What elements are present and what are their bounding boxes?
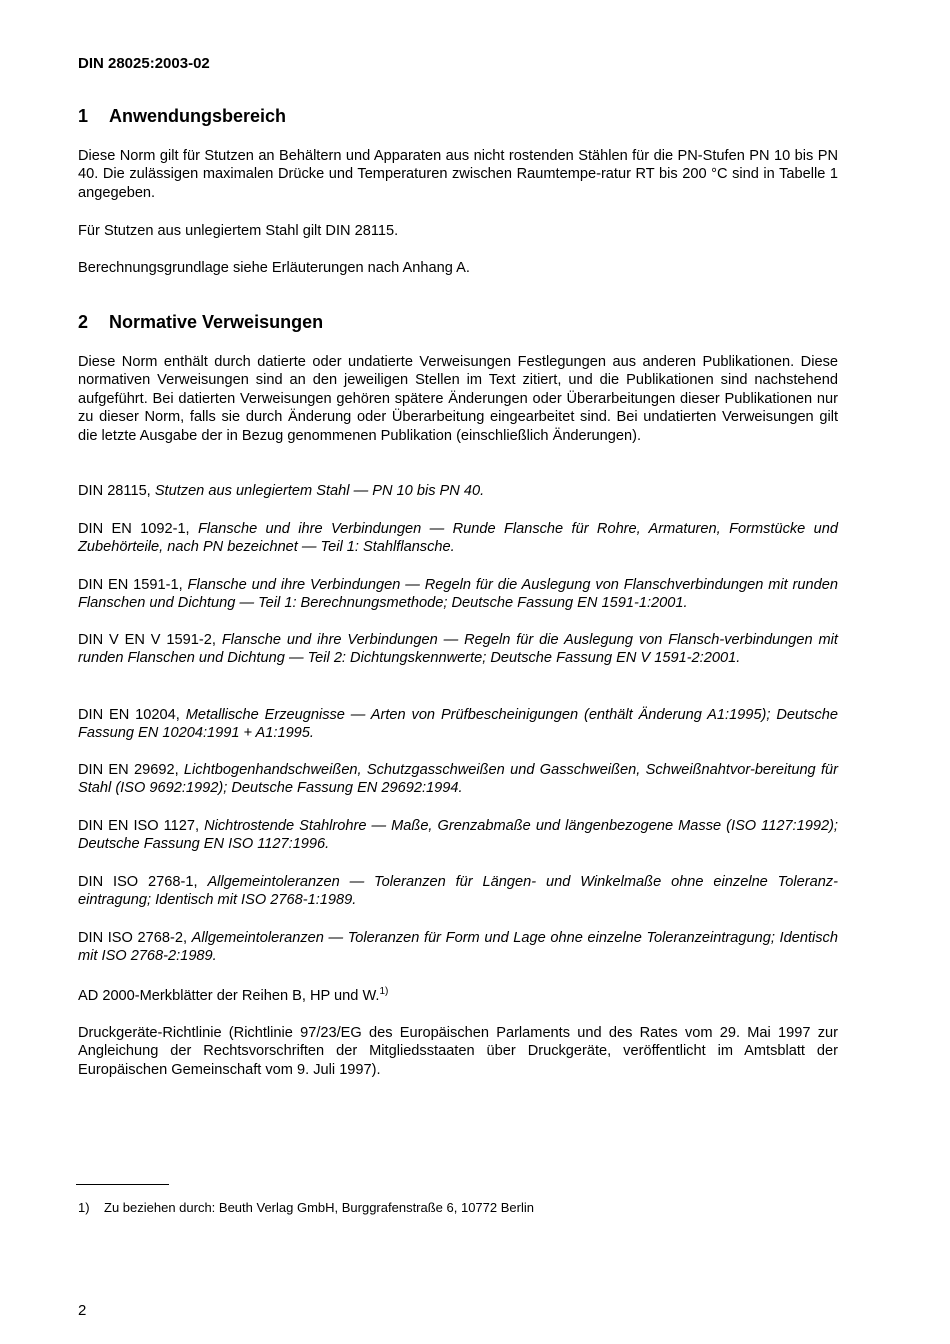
scope-paragraph: Diese Norm gilt für Stutzen an Behältern und Apparaten aus nicht rostenden Stählen für die PN-Stufen PN 10 bis PN 40. Die zulässigen maximalen Drücke und Temperaturen zwischen Raumtempe-ratur RT bis 200 °C sind in Tabelle 1 angegeben. [78,148,838,201]
reference-entry [78,761,838,798]
reference-title: Allgemeintoleranzen — Toleranzen für Form und Lage ohne einzelne Toleranzeintragung; Identisch mit ISO 2768-2:1989. [78,930,838,965]
section-2-number: 2 [78,312,89,332]
section-1-heading [78,106,286,127]
reference-title: Stutzen aus unlegiertem Stahl — PN 10 bis PN 40. [154,483,485,499]
section-2-heading [78,312,323,333]
reference-entry [78,706,838,743]
section-2-title: Normative Verweisungen [109,312,324,332]
reference-entry [78,576,838,613]
reference-entry [78,631,838,668]
section-1-number: 1 [78,106,89,126]
reference-entry [78,929,838,966]
reference-title: Flansche und ihre Verbindungen — Regeln für die Auslegung von Flansch-verbindungen mit runden Flanschen und Dichtung — Teil 2: Dichtungskennwerte; Deutsche Fassung EN V 1591-2:2001. [78,632,838,667]
reference-code: DIN ISO 2768-1, [78,874,198,890]
reference-code: DIN 28115, [78,483,151,499]
reference-code: DIN ISO 2768-2, [78,930,188,946]
reference-title: Nichtrostende Stahlrohre — Maße, Grenzabmaße und längenbezogene Masse (ISO 1127:1992); Deutsche Fassung EN ISO 1127:1996. [78,818,838,853]
reference-entry [78,520,838,557]
reference-code: DIN EN ISO 1127, [78,818,200,834]
document-id: DIN 28025:2003-02 [78,55,210,72]
reference-entry [78,873,838,910]
reference-title: Lichtbogenhandschweißen, Schutzgasschweißen und Gasschweißen, Schweißnahtvor-bereitung für Stahl (ISO 9692:1992); Deutsche Fassung EN 29692:1994. [78,762,838,797]
ad2000-text: AD 2000-Merkblätter der Reihen B, HP und W. [78,988,380,1004]
scope-paragraph: Berechnungsgrundlage siehe Erläuterungen nach Anhang A. [78,260,470,276]
ad2000-reference [78,987,838,1005]
reference-code: DIN EN 1591-1, [78,577,183,593]
references-intro: Diese Norm enthält durch datierte oder undatierte Verweisungen Festlegungen aus anderen Publikationen. Diese normativen Verweisungen sind an den jeweiligen Stellen im Text zitiert, und die Publikationen sind nachstehend aufgeführt. Bei datierten Verweisungen gehören spätere Änderungen oder Überarbeitungen dieser Publikationen nur zu dieser Norm, falls sie durch Änderung oder Überarbeitung eingearbeitet sind. Bei undatierten Verweisungen gilt die letzte Ausgabe der in Bezug genommenen Publikation (einschließlich Änderungen). [78,354,838,444]
section-1-title: Anwendungsbereich [109,106,287,126]
footnote-separator [76,1184,169,1185]
footnote-number: 1) [78,1200,90,1215]
scope-paragraph: Für Stutzen aus unlegiertem Stahl gilt DIN 28115. [78,223,399,239]
reference-title: Flansche und ihre Verbindungen — Runde Flansche für Rohre, Armaturen, Formstücke und Zubehörteile, nach PN bezeichnet — Teil 1: Stahlflansche. [78,521,838,556]
pressure-directive-reference: Druckgeräte-Richtlinie (Richtlinie 97/23/EG des Europäischen Parlaments und des Rates vom 29. Mai 1997 zur Angleichung der Rechtsvorschriften der Mitgliedsstaaten über Druckgeräte, veröffentlicht im Amtsblatt der Europäischen Gemeinschaft vom 9. Juli 1997). [78,1025,838,1078]
reference-title: Flansche und ihre Verbindungen — Regeln für die Auslegung von Flanschverbindungen mit runden Flanschen und Dichtung — Teil 1: Berechnungsmethode; Deutsche Fassung EN 1591-1:2001. [78,577,838,612]
reference-code: DIN EN 1092-1, [78,521,190,537]
reference-entry [78,482,838,500]
footnote-text: Zu beziehen durch: Beuth Verlag GmbH, Burggrafenstraße 6, 10772 Berlin [104,1200,534,1215]
reference-entry [78,817,838,854]
reference-code: DIN V EN V 1591-2, [78,632,216,648]
reference-title: Allgemeintoleranzen — Toleranzen für Längen- und Winkelmaße ohne einzelne Toleranz-eintragung; Identisch mit ISO 2768-1:1989. [78,874,838,909]
reference-code: DIN EN 29692, [78,762,179,778]
footnote [78,1200,534,1215]
reference-code: DIN EN 10204, [78,707,180,723]
reference-title: Metallische Erzeugnisse — Arten von Prüfbescheinigungen (enthält Änderung A1:1995); Deutsche Fassung EN 10204:1991 + A1:1995. [78,707,838,742]
page-number: 2 [78,1302,87,1319]
footnote-marker: 1) [379,986,389,997]
